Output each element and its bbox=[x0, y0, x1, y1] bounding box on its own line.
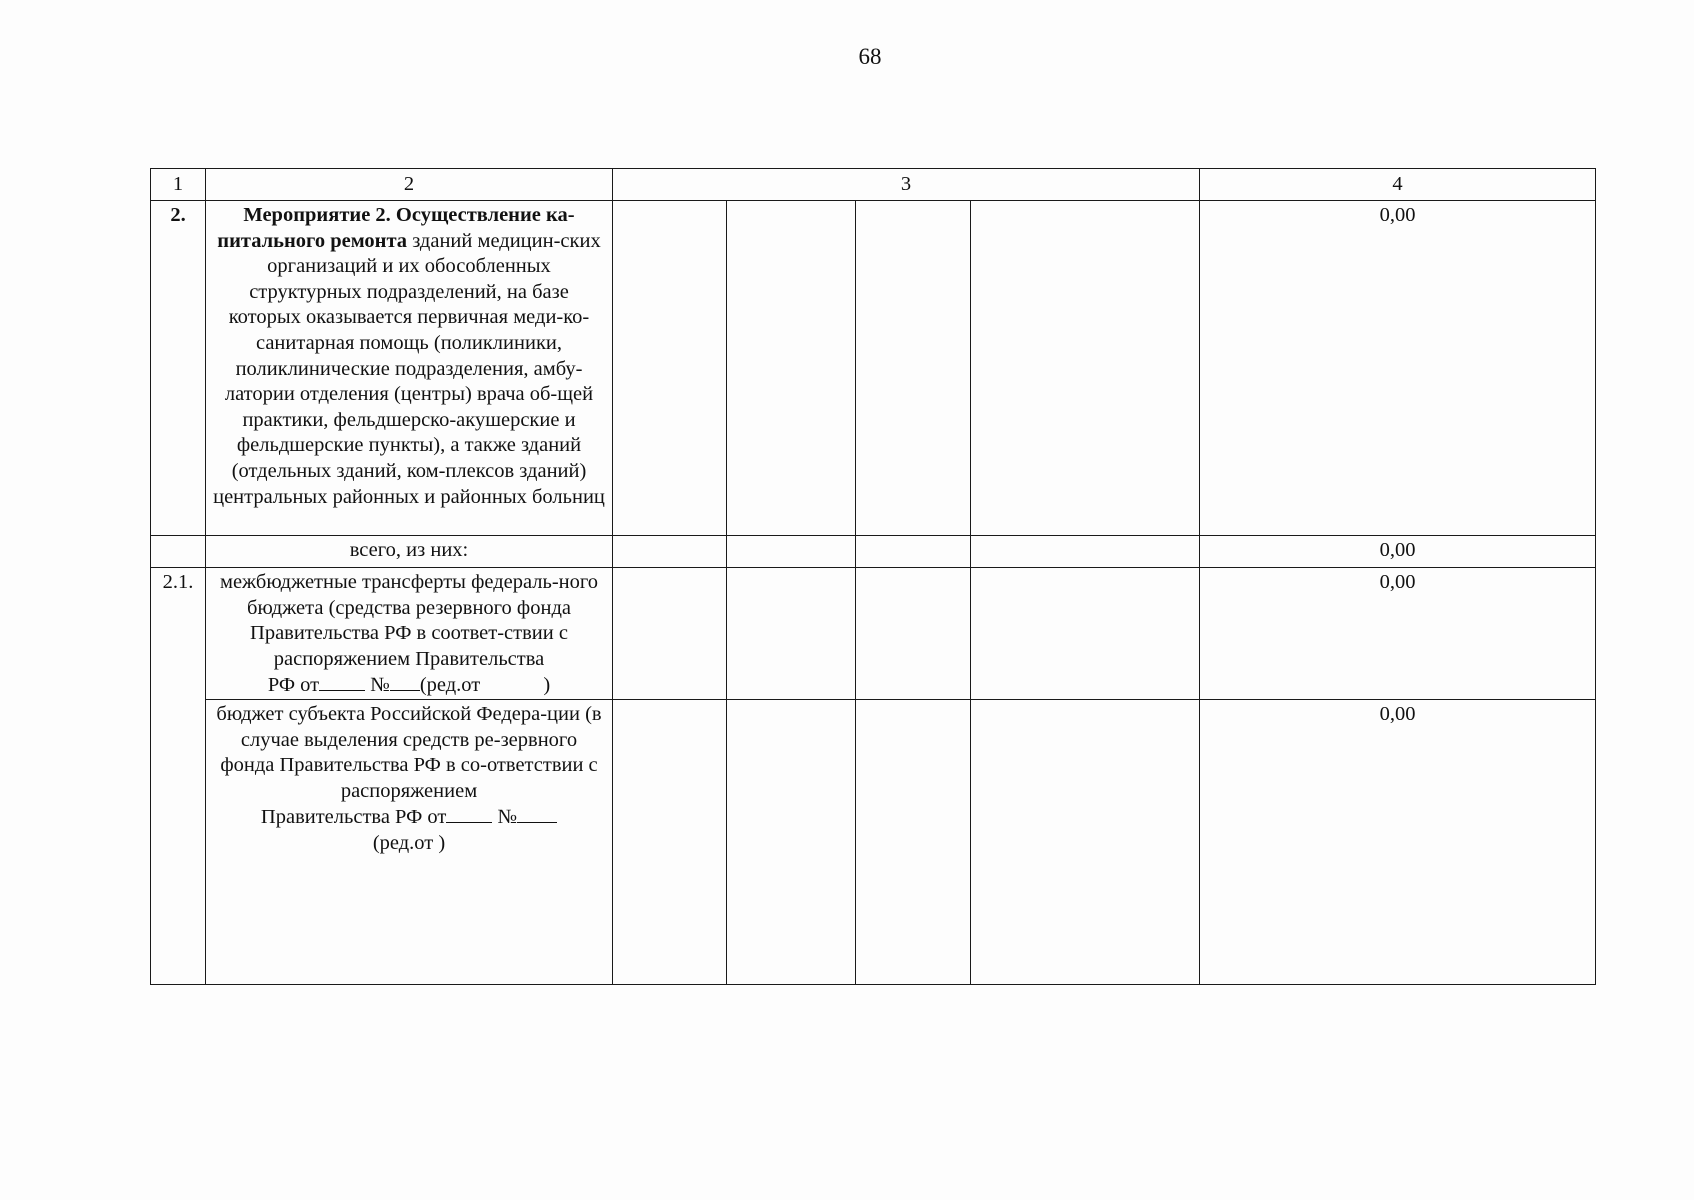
empty-cell bbox=[856, 536, 971, 568]
empty-cell bbox=[727, 568, 856, 700]
budget-table bbox=[150, 168, 1596, 985]
regional-value: 0,00 bbox=[1200, 699, 1596, 984]
empty-cell bbox=[971, 699, 1200, 984]
empty-cell bbox=[971, 201, 1200, 536]
empty-cell bbox=[613, 201, 727, 536]
empty-cell bbox=[151, 536, 206, 568]
table-row-federal bbox=[151, 568, 1596, 700]
empty-cell bbox=[856, 568, 971, 700]
empty-cell bbox=[613, 699, 727, 984]
blank-field bbox=[390, 672, 420, 691]
regional-date-prefix: Правительства РФ от bbox=[260, 806, 447, 829]
header-col-2: 2 bbox=[206, 169, 613, 201]
empty-cell bbox=[727, 536, 856, 568]
empty-cell bbox=[971, 568, 1200, 700]
empty-cell bbox=[613, 568, 727, 700]
empty-cell bbox=[727, 201, 856, 536]
empty-cell bbox=[613, 536, 727, 568]
empty-cell bbox=[856, 201, 971, 536]
federal-close-paren: ) bbox=[543, 674, 551, 697]
empty-cell bbox=[856, 699, 971, 984]
total-label: всего, из них: bbox=[206, 536, 613, 568]
page-number: 68 bbox=[858, 44, 882, 69]
header-col-4: 4 bbox=[1200, 169, 1596, 201]
regional-number-sign: № bbox=[497, 806, 518, 829]
federal-description bbox=[206, 568, 613, 700]
blank-field bbox=[319, 672, 365, 691]
table-row-regional bbox=[151, 699, 1596, 984]
federal-edition: (ред.от bbox=[419, 674, 481, 697]
row-number: 2. bbox=[151, 201, 206, 536]
regional-description bbox=[206, 699, 613, 984]
empty-cell bbox=[971, 536, 1200, 568]
header-row bbox=[151, 169, 1596, 201]
regional-edition: (ред.от ) bbox=[372, 831, 446, 854]
federal-text: межбюджетные трансферты федераль-ного бюджета (средства резервного фонда Правительства РФ в соответ-ствии с распоряжением Правительства bbox=[219, 571, 599, 670]
blank-field bbox=[446, 804, 492, 823]
total-value: 0,00 bbox=[1200, 536, 1596, 568]
federal-value: 0,00 bbox=[1200, 568, 1596, 700]
empty-cell bbox=[727, 699, 856, 984]
federal-date-prefix: РФ от bbox=[267, 674, 320, 697]
regional-text: бюджет субъекта Российской Федера-ции (в случае выделения средств ре-зервного фонда Правительства РФ в со-ответствии с распоряжением bbox=[216, 702, 602, 802]
event-text: зданий медицин-ских организаций и их обособленных структурных подразделений, на базе которых оказывается первичная меди-ко-санитарная помощь (поликлиники, поликлинические подразделения, амбу-латории отделения (центры) врача об-щей практики, фельдшерско-акушерские и фельдшерские пункты), а также зданий (отдельных зданий, ком-плексов зданий) центральных районных и районных больниц bbox=[213, 229, 605, 508]
event-value: 0,00 bbox=[1200, 201, 1596, 536]
row-number: 2.1. bbox=[151, 568, 206, 985]
table-row-total bbox=[151, 536, 1596, 568]
header-col-1: 1 bbox=[151, 169, 206, 201]
blank-field bbox=[517, 804, 557, 823]
event-description bbox=[206, 201, 613, 536]
table-row-event bbox=[151, 201, 1596, 536]
federal-number-sign: № bbox=[370, 674, 390, 697]
header-col-3: 3 bbox=[613, 169, 1200, 201]
event-title: Мероприятие 2. Осуществление ка-питального ремонта bbox=[217, 204, 575, 252]
